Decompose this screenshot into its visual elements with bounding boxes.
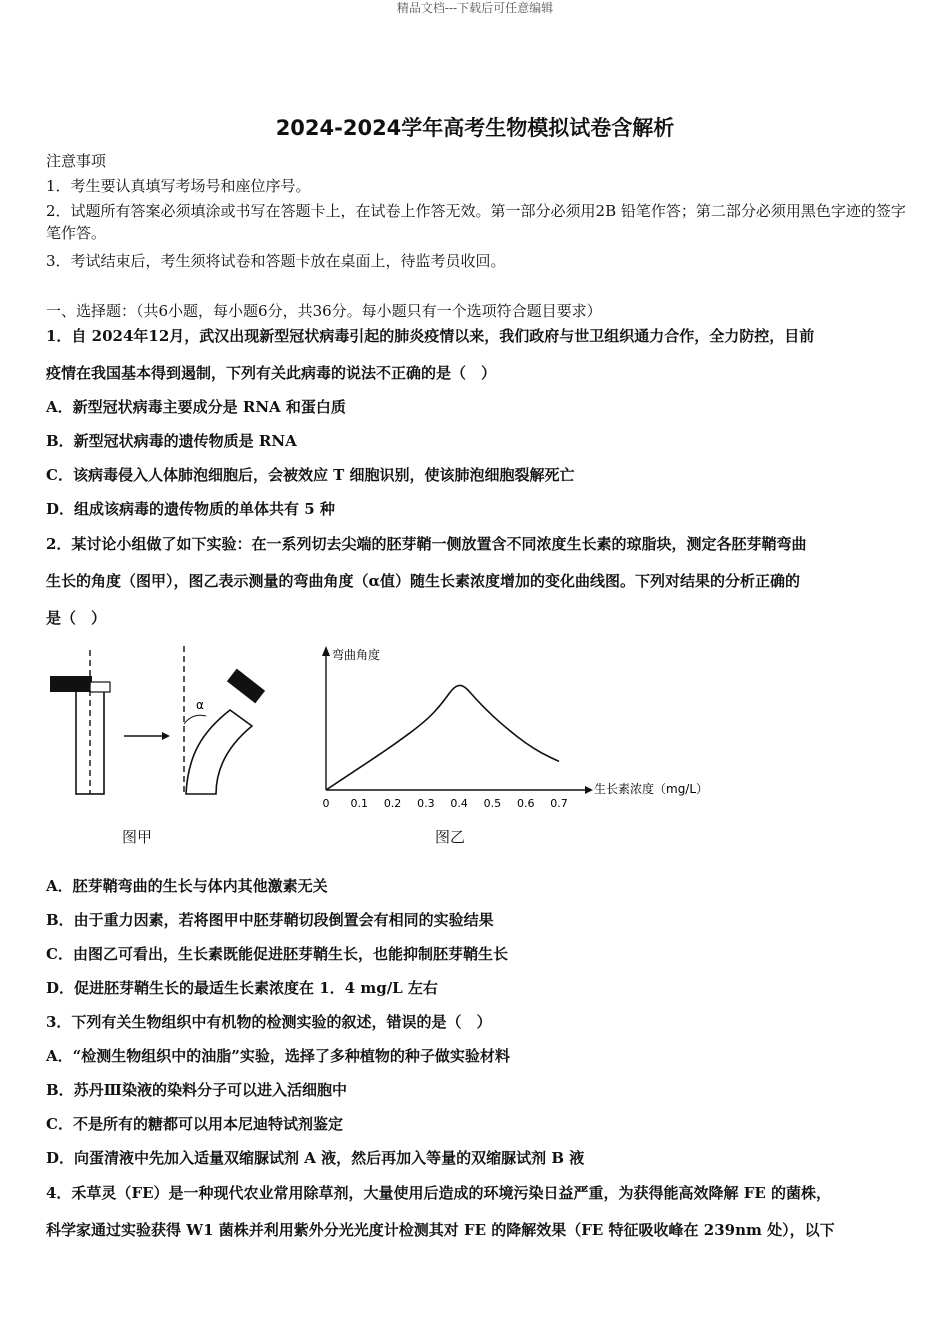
note-item-1: 1．考生要认真填写考场号和座位序号。 xyxy=(46,177,311,195)
q1-option-d: D．组成该病毒的遗传物质的单体共有 5 种 xyxy=(46,500,335,518)
q4-stem-line2: 科学家通过实验获得 W1 菌株并利用紫外分光光度计检测其对 FE 的降解效果（FE 特征吸收峰在 239nm 处），以下 xyxy=(46,1221,835,1239)
series-line xyxy=(326,685,559,790)
note-item-3: 3．考试结束后，考生须将试卷和答题卡放在桌面上，待监考员收回。 xyxy=(46,252,506,270)
q2-option-a: A．胚芽鞘弯曲的生长与体内其他激素无关 xyxy=(46,877,328,895)
x-tick-label: 0.4 xyxy=(450,797,468,810)
q3-option-a: A．“检测生物组织中的油脂”实验，选择了多种植物的种子做实验材料 xyxy=(46,1047,510,1065)
q2-stem-line2: 生长的角度（图甲），图乙表示测量的弯曲角度（α值）随生长素浓度增加的变化曲线图。下列对结果的分析正确的 xyxy=(46,572,801,590)
q4-stem-line1: 4．禾草灵（FE）是一种现代农业常用除草剂，大量使用后造成的环境污染日益严重，为获得能高效降解 FE 的菌株， xyxy=(46,1184,832,1202)
q1-option-a: A．新型冠状病毒主要成分是 RNA 和蛋白质 xyxy=(46,398,346,416)
figure-b-caption: 图乙 xyxy=(435,828,466,846)
figure-a-diagram xyxy=(44,640,274,800)
arrow-head xyxy=(162,732,170,740)
alpha-label: α xyxy=(196,698,204,712)
x-tick-label: 0.3 xyxy=(417,797,435,810)
q1-option-b: B．新型冠状病毒的遗传物质是 RNA xyxy=(46,432,297,450)
x-axis-arrow xyxy=(585,786,593,794)
alpha-arc xyxy=(184,715,206,724)
page-header: 精品文档---下载后可任意编辑 xyxy=(396,1,554,15)
x-tick-label: 0 xyxy=(322,797,330,810)
q2-option-b: B．由于重力因素，若将图甲中胚芽鞘切段倒置会有相同的实验结果 xyxy=(46,911,494,929)
q3-option-d: D．向蛋清液中先加入适量双缩脲试剂 A 液，然后再加入等量的双缩脲试剂 B 液 xyxy=(46,1149,585,1167)
q1-option-c: C．该病毒侵入人体肺泡细胞后，会被效应 T 细胞识别，使该肺泡细胞裂解死亡 xyxy=(46,466,575,484)
page-title: 2024-2024学年高考生物模拟试卷含解析 xyxy=(275,116,675,140)
x-tick-label: 0.6 xyxy=(516,797,535,810)
x-tick-label: 0.2 xyxy=(383,797,402,810)
section-heading: 一、选择题：（共6小题，每小题6分，共36分。每小题只有一个选项符合题目要求） xyxy=(46,302,602,320)
q3-stem: 3．下列有关生物组织中有机物的检测实验的叙述，错误的是（ ） xyxy=(46,1013,492,1031)
figure-b-chart xyxy=(300,640,720,815)
q1-stem-line1: 1．自 2024年12月，武汉出现新型冠状病毒引起的肺炎疫情以来，我们政府与世卫组织通力合作，全力防控，目前 xyxy=(46,327,815,345)
agar-block xyxy=(50,676,92,692)
q2-stem-line3: 是（ ） xyxy=(46,609,107,627)
q3-option-c: C．不是所有的糖都可以用本尼迪特试剂鉴定 xyxy=(46,1115,343,1133)
note-item-2: 2．试题所有答案必须填涂或书写在答题卡上，在试卷上作答无效。第一部分必须用2B 铅笔作答；第二部分必须用黑色字迹的签字笔作答。 xyxy=(46,202,906,242)
x-axis-label: 生长素浓度（mg/L） xyxy=(594,782,709,796)
x-tick-label: 0.5 xyxy=(483,797,502,810)
y-axis-label: 弯曲角度 xyxy=(332,648,381,662)
q3-option-b: B．苏丹Ⅲ染液的染料分子可以进入活细胞中 xyxy=(46,1081,347,1099)
tilted-agar-block xyxy=(227,669,265,704)
x-tick-label: 0.1 xyxy=(350,797,369,810)
q1-stem-line2: 疫情在我国基本得到遏制，下列有关此病毒的说法不正确的是（ ） xyxy=(46,364,497,382)
q2-option-d: D．促进胚芽鞘生长的最适生长素浓度在 1．4 mg/L 左右 xyxy=(46,979,438,997)
q2-option-c: C．由图乙可看出，生长素既能促进胚芽鞘生长，也能抑制胚芽鞘生长 xyxy=(46,945,508,963)
figure-a-caption: 图甲 xyxy=(122,828,153,846)
bent-coleoptile xyxy=(186,710,252,794)
x-tick-label: 0.7 xyxy=(550,797,568,810)
y-axis-arrow xyxy=(322,646,330,656)
q2-stem-line1: 2．某讨论小组做了如下实验：在一系列切去尖端的胚芽鞘一侧放置含不同浓度生长素的琼脂块，测定各胚芽鞘弯曲 xyxy=(46,535,807,553)
agar-block-edge xyxy=(90,682,110,692)
notes-heading: 注意事项 xyxy=(46,152,107,170)
